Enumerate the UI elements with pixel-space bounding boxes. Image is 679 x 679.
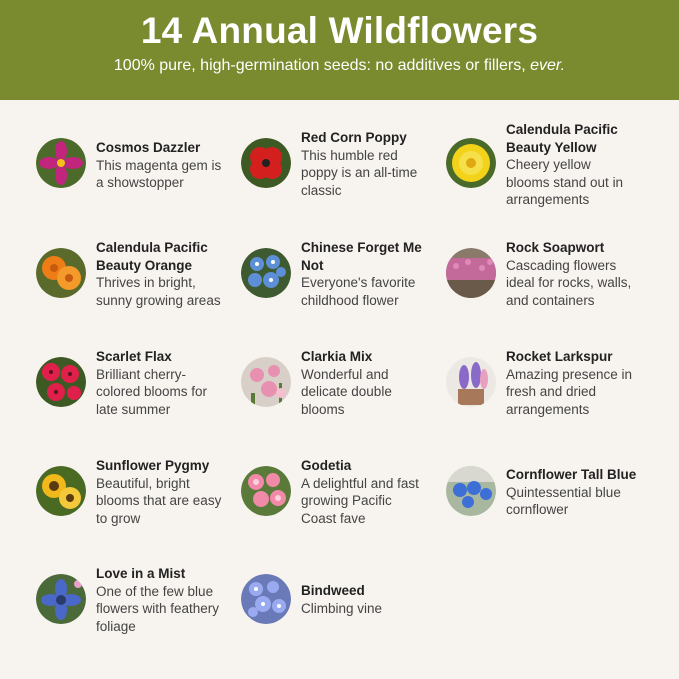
flower-description: Brilliant cherry- colored blooms for late summer <box>96 366 208 417</box>
flower-description: Quintessential blue cornflower <box>506 484 621 517</box>
flower-description: Amazing presence in fresh and dried arrangements <box>506 366 633 417</box>
subtitle-text: 100% pure, high-germination seeds: no additives or fillers, <box>113 57 531 74</box>
flower-name: Bindweed <box>301 583 365 598</box>
flower-name: Clarkia Mix <box>301 349 373 364</box>
cosmos-flower-photo <box>36 138 86 188</box>
godetia-photo <box>241 466 291 516</box>
flower-name: Rocket Larkspur <box>506 349 613 364</box>
flower-name: Chinese Forget Me Not <box>301 240 422 273</box>
love-in-a-mist-photo <box>36 574 86 624</box>
flower-description: A delightful and fast growing Pacific Coast fave <box>301 475 419 526</box>
flower-name: Sunflower Pygmy <box>96 458 210 473</box>
forget-me-not-photo <box>241 248 291 298</box>
flower-description: Wonderful and delicate double blooms <box>301 366 392 417</box>
flower-description: This magenta gem is a showstopper <box>96 157 222 190</box>
bindweed-photo <box>241 574 291 624</box>
flower-description: Thrives in bright, sunny growing areas <box>96 275 221 308</box>
soapwort-photo <box>446 248 496 298</box>
flower-name: Cosmos Dazzler <box>96 140 201 155</box>
flower-description: Climbing vine <box>301 600 383 616</box>
flower-description: Everyone's favorite childhood flower <box>301 275 416 308</box>
flower-name: Calendula Pacific Beauty Orange <box>96 240 208 273</box>
cornflower-photo <box>446 466 496 516</box>
flower-description: One of the few blue flowers with feathery foliage <box>96 583 220 634</box>
larkspur-photo <box>446 357 496 407</box>
sunflower-photo <box>36 466 86 516</box>
torn-edge <box>0 86 679 108</box>
clarkia-photo <box>241 357 291 407</box>
flower-name: Love in a Mist <box>96 566 186 581</box>
page-subtitle <box>0 57 679 75</box>
flower-name: Godetia <box>301 458 352 473</box>
calendula-orange-photo <box>36 248 86 298</box>
subtitle-emphasis: ever. <box>530 57 566 74</box>
page-title: 14 Annual Wildflowers <box>140 10 539 51</box>
flower-name: Cornflower Tall Blue <box>506 467 637 482</box>
flower-name: Rock Soapwort <box>506 240 605 255</box>
flower-name: Scarlet Flax <box>96 349 172 364</box>
flower-description: Cascading flowers ideal for rocks, walls, and containers <box>506 257 632 308</box>
poppy-flower-photo <box>241 138 291 188</box>
flower-description: This humble red poppy is an all-time classic <box>301 147 418 198</box>
calendula-yellow-photo <box>446 138 496 188</box>
flower-name: Red Corn Poppy <box>301 130 407 145</box>
flower-name: Calendula Pacific Beauty Yellow <box>506 122 618 155</box>
flower-description: Cheery yellow blooms stand out in arrangements <box>506 157 624 207</box>
scarlet-flax-photo <box>36 357 86 407</box>
flower-description: Beautiful, bright blooms that are easy to grow <box>96 475 222 526</box>
